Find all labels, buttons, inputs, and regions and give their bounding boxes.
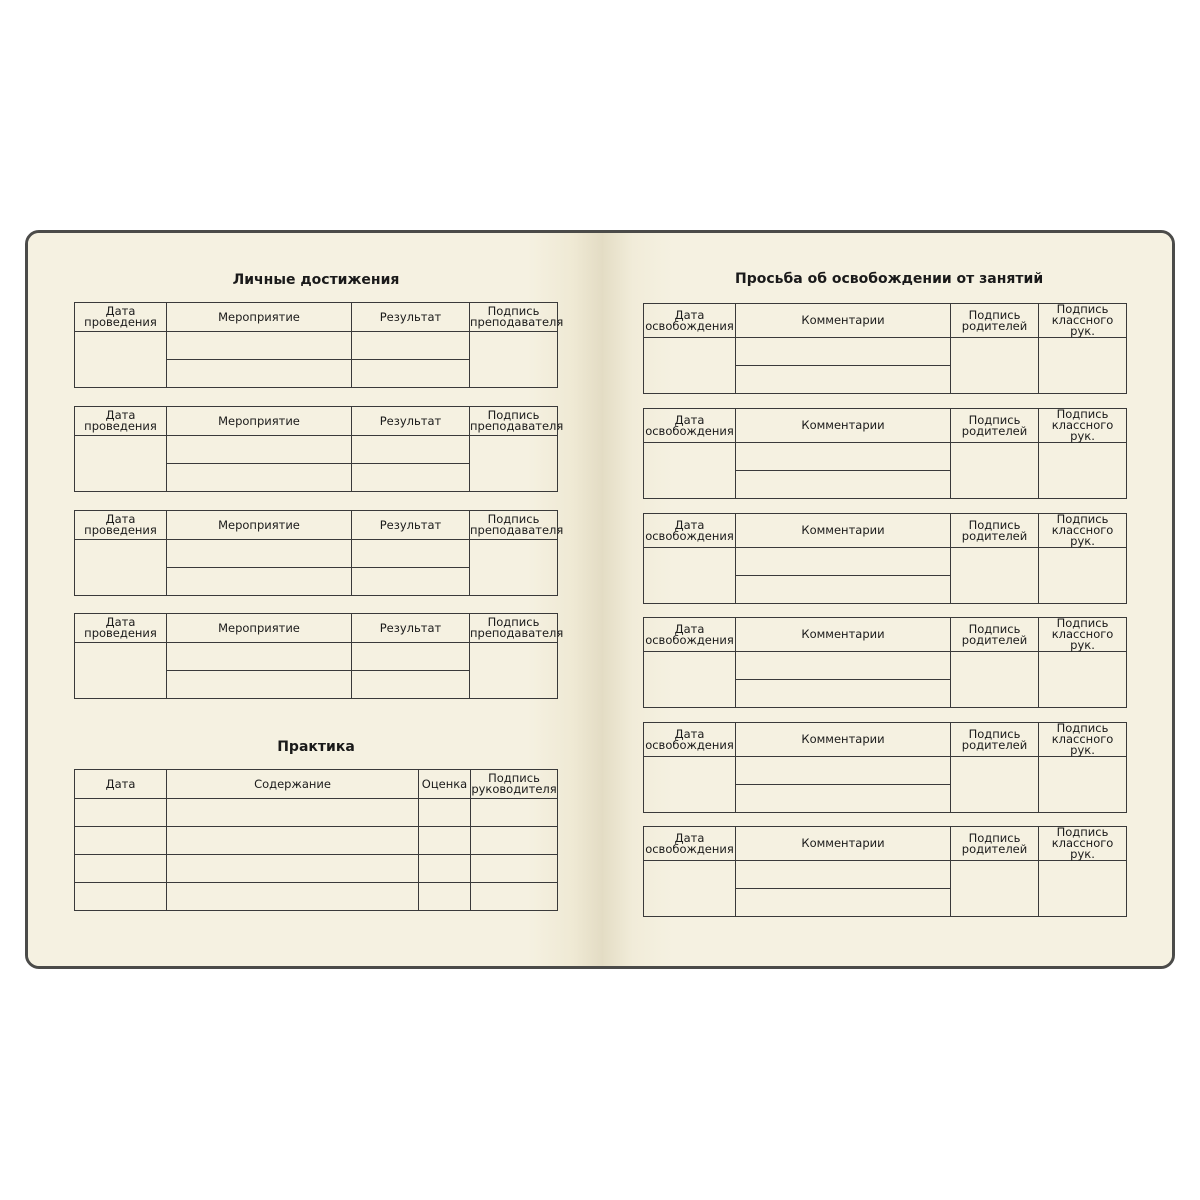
date-header-line: проведения <box>84 626 157 640</box>
achievement-row <box>75 332 558 360</box>
comments-cell[interactable] <box>736 366 951 394</box>
event-cell[interactable] <box>167 436 352 464</box>
date-header-line: Дата <box>105 615 136 629</box>
comments-cell[interactable] <box>736 338 951 366</box>
parents-signature-header <box>951 409 1039 443</box>
signature-cell[interactable] <box>471 855 558 883</box>
class-teacher-signature-header-line: классного рук. <box>1051 313 1114 338</box>
comments-header-line: Комментарии <box>801 627 885 641</box>
supervisor-signature-header-line: Подпись <box>488 771 540 785</box>
date-header <box>75 614 167 643</box>
class-teacher-signature-header-line: классного рук. <box>1051 627 1114 652</box>
date-header-line: освобождения <box>645 737 734 752</box>
class-teacher-signature-header <box>1039 827 1127 861</box>
date-header-line: Дата <box>674 621 705 636</box>
result-header-line: Результат <box>379 413 442 428</box>
date-cell[interactable] <box>75 827 167 855</box>
date-header <box>75 511 167 540</box>
date-header <box>644 618 736 652</box>
date-header-line: проведения <box>84 419 157 433</box>
date-header <box>75 303 167 332</box>
exemption-row <box>644 861 1127 889</box>
teacher-signature-header-line: Подпись <box>487 512 540 526</box>
date-cell[interactable] <box>75 436 167 492</box>
result-header-line: Результат <box>379 620 442 635</box>
signature-cell[interactable] <box>470 643 558 699</box>
result-header-line: Результат <box>379 517 442 532</box>
practice-row <box>75 855 558 883</box>
date-header-line: Дата <box>674 830 705 845</box>
achievement-table <box>74 406 564 492</box>
parents-signature-cell[interactable] <box>951 338 1039 394</box>
comments-cell[interactable] <box>736 548 951 576</box>
event-cell[interactable] <box>167 643 352 671</box>
parents-signature-header-line: родителей <box>961 318 1028 333</box>
comments-cell[interactable] <box>736 680 951 708</box>
signature-cell[interactable] <box>470 540 558 596</box>
content-header-line: Содержание <box>254 776 331 791</box>
event-cell[interactable] <box>167 671 352 699</box>
teacher-signature-header <box>470 511 564 540</box>
class-teacher-signature-header-line: классного рук. <box>1051 732 1114 757</box>
event-header <box>167 614 352 643</box>
teacher-signature-cell[interactable] <box>1039 861 1127 917</box>
comments-header-line: Комментарии <box>801 313 885 327</box>
exemption-header-row <box>644 304 1127 338</box>
result-header <box>352 407 470 436</box>
content-cell[interactable] <box>167 799 419 827</box>
comments-header <box>736 514 951 548</box>
date-header-line: освобождения <box>645 841 734 856</box>
comments-header-line: Комментарии <box>801 732 885 746</box>
content-cell[interactable] <box>167 883 419 911</box>
practice-header-row <box>75 770 558 799</box>
event-header <box>167 407 352 436</box>
class-teacher-signature-header-line: Подпись <box>1056 512 1109 526</box>
grade-header <box>419 770 471 799</box>
exemption-table <box>643 617 1127 708</box>
class-teacher-signature-header-line: Подпись <box>1056 721 1109 735</box>
content-cell[interactable] <box>167 827 419 855</box>
exemption-header-row <box>644 827 1127 861</box>
event-cell[interactable] <box>167 464 352 492</box>
date-header-line: проведения <box>84 523 157 537</box>
result-cell[interactable] <box>352 643 470 671</box>
date-header-line: Дата <box>105 304 136 318</box>
exemption-row <box>644 652 1127 680</box>
date-header-line: Дата <box>674 726 705 741</box>
class-teacher-signature-header <box>1039 514 1127 548</box>
teacher-signature-cell[interactable] <box>1039 443 1127 499</box>
date-cell[interactable] <box>644 652 736 708</box>
class-teacher-signature-header <box>1039 304 1127 338</box>
parents-signature-header <box>951 514 1039 548</box>
teacher-signature-cell[interactable] <box>1039 652 1127 708</box>
class-teacher-signature-header <box>1039 618 1127 652</box>
comments-cell[interactable] <box>736 471 951 499</box>
grade-header-line: Оценка <box>421 776 468 791</box>
date-header <box>644 723 736 757</box>
exemption-header-row <box>644 409 1127 443</box>
date-cell[interactable] <box>644 338 736 394</box>
comments-cell[interactable] <box>736 861 951 889</box>
event-cell[interactable] <box>167 360 352 388</box>
practice-row <box>75 883 558 911</box>
result-cell[interactable] <box>352 332 470 360</box>
date-header-line: освобождения <box>645 318 734 333</box>
practice-title: Практика <box>277 739 355 755</box>
event-header-line: Мероприятие <box>218 620 300 635</box>
exemption-row <box>644 757 1127 785</box>
class-teacher-signature-header-line: Подпись <box>1056 407 1109 421</box>
parents-signature-header-line: родителей <box>961 737 1028 752</box>
event-header-line: Мероприятие <box>218 517 300 532</box>
signature-cell[interactable] <box>471 799 558 827</box>
exemption-header-row <box>644 514 1127 548</box>
parents-signature-header-line: родителей <box>961 423 1028 438</box>
date-header-line: Дата <box>674 517 705 532</box>
comments-cell[interactable] <box>736 757 951 785</box>
exemption-table <box>643 722 1127 813</box>
parents-signature-header-line: Подпись <box>968 726 1021 741</box>
comments-header-line: Комментарии <box>801 418 885 432</box>
parents-signature-header-line: Подпись <box>968 830 1021 845</box>
teacher-signature-header <box>470 407 564 436</box>
parents-signature-cell[interactable] <box>951 443 1039 499</box>
result-cell[interactable] <box>352 436 470 464</box>
parents-signature-cell[interactable] <box>951 652 1039 708</box>
parents-signature-header <box>951 304 1039 338</box>
result-header <box>352 511 470 540</box>
signature-cell[interactable] <box>470 332 558 388</box>
teacher-signature-header-line: Подпись <box>487 615 540 629</box>
date-header-line: освобождения <box>645 528 734 543</box>
class-teacher-signature-header <box>1039 723 1127 757</box>
result-cell[interactable] <box>352 464 470 492</box>
parents-signature-cell[interactable] <box>951 757 1039 813</box>
parents-signature-header-line: Подпись <box>968 517 1021 532</box>
date-cell[interactable] <box>75 799 167 827</box>
exemption-table <box>643 303 1127 394</box>
exemption-table <box>643 826 1127 917</box>
date-header <box>75 407 167 436</box>
class-teacher-signature-header-line: классного рук. <box>1051 418 1114 443</box>
date-header-line: проведения <box>84 315 157 329</box>
parents-signature-cell[interactable] <box>951 861 1039 917</box>
content-cell[interactable] <box>167 855 419 883</box>
event-header-line: Мероприятие <box>218 309 300 324</box>
date-cell[interactable] <box>75 540 167 596</box>
exemption-header-row <box>644 618 1127 652</box>
class-teacher-signature-header-line: Подпись <box>1056 825 1109 839</box>
date-header-line: Дата <box>105 408 136 422</box>
practice-table <box>74 769 558 911</box>
class-teacher-signature-header <box>1039 409 1127 443</box>
exemption-row <box>644 548 1127 576</box>
parents-signature-header-line: родителей <box>961 841 1028 856</box>
date-header <box>644 827 736 861</box>
teacher-signature-header <box>470 614 564 643</box>
date-cell[interactable] <box>644 443 736 499</box>
class-teacher-signature-header-line: Подпись <box>1056 616 1109 630</box>
date-header-line: Дата <box>105 776 136 791</box>
comments-header <box>736 304 951 338</box>
date-cell[interactable] <box>644 861 736 917</box>
date-header-line: освобождения <box>645 632 734 647</box>
class-teacher-signature-header-line: классного рук. <box>1051 523 1114 548</box>
parents-signature-header <box>951 618 1039 652</box>
grade-cell[interactable] <box>419 827 471 855</box>
achievement-row <box>75 540 558 568</box>
event-header <box>167 303 352 332</box>
practice-row <box>75 827 558 855</box>
date-header <box>644 304 736 338</box>
event-cell[interactable] <box>167 332 352 360</box>
result-header-line: Результат <box>379 309 442 324</box>
achievement-header-row <box>75 511 558 540</box>
comments-cell[interactable] <box>736 576 951 604</box>
parents-signature-header-line: Подпись <box>968 621 1021 636</box>
signature-cell[interactable] <box>471 883 558 911</box>
teacher-signature-header-line: преподавателя <box>470 419 564 433</box>
teacher-signature-header-line: Подпись <box>487 408 540 422</box>
class-teacher-signature-header-line: Подпись <box>1056 302 1109 316</box>
signature-cell[interactable] <box>470 436 558 492</box>
achievement-header-row <box>75 614 558 643</box>
exemption-row <box>644 338 1127 366</box>
supervisor-signature-header-line: руководителя <box>471 782 557 796</box>
teacher-signature-header <box>470 303 564 332</box>
date-header-line: Дата <box>105 512 136 526</box>
comments-header <box>736 409 951 443</box>
teacher-signature-cell[interactable] <box>1039 338 1127 394</box>
result-cell[interactable] <box>352 671 470 699</box>
result-cell[interactable] <box>352 360 470 388</box>
grade-cell[interactable] <box>419 855 471 883</box>
comments-cell[interactable] <box>736 443 951 471</box>
result-header <box>352 303 470 332</box>
date-cell[interactable] <box>75 332 167 388</box>
parents-signature-header <box>951 827 1039 861</box>
content-header <box>167 770 419 799</box>
achievement-table <box>74 302 564 388</box>
comments-header <box>736 827 951 861</box>
teacher-signature-cell[interactable] <box>1039 548 1127 604</box>
exemption-table <box>643 513 1127 604</box>
result-cell[interactable] <box>352 540 470 568</box>
result-header <box>352 614 470 643</box>
date-cell[interactable] <box>644 757 736 813</box>
parents-signature-header-line: родителей <box>961 632 1028 647</box>
supervisor-signature-header <box>471 770 558 799</box>
achievement-row <box>75 643 558 671</box>
class-teacher-signature-header-line: классного рук. <box>1051 836 1114 861</box>
achievement-row <box>75 436 558 464</box>
event-header-line: Мероприятие <box>218 413 300 428</box>
comments-cell[interactable] <box>736 652 951 680</box>
parents-signature-header-line: Подпись <box>968 307 1021 322</box>
date-header-line: Дата <box>674 307 705 322</box>
teacher-signature-header-line: преподавателя <box>470 315 564 329</box>
date-cell[interactable] <box>644 548 736 604</box>
practice-row <box>75 799 558 827</box>
event-cell[interactable] <box>167 568 352 596</box>
date-header <box>75 770 167 799</box>
event-cell[interactable] <box>167 540 352 568</box>
achievement-header-row <box>75 303 558 332</box>
date-header <box>644 409 736 443</box>
exemption-title: Просьба об освобождении от занятий <box>735 271 1044 287</box>
exemption-table <box>643 408 1127 499</box>
parents-signature-header <box>951 723 1039 757</box>
exemption-header-row <box>644 723 1127 757</box>
comments-header <box>736 723 951 757</box>
teacher-signature-header-line: преподавателя <box>470 626 564 640</box>
achievement-table <box>74 613 564 699</box>
grade-cell[interactable] <box>419 883 471 911</box>
achievement-table <box>74 510 564 596</box>
comments-cell[interactable] <box>736 889 951 917</box>
teacher-signature-header-line: преподавателя <box>470 523 564 537</box>
exemption-row <box>644 443 1127 471</box>
date-cell[interactable] <box>75 883 167 911</box>
comments-cell[interactable] <box>736 785 951 813</box>
date-header-line: освобождения <box>645 423 734 438</box>
grade-cell[interactable] <box>419 799 471 827</box>
achievement-header-row <box>75 407 558 436</box>
comments-header-line: Комментарии <box>801 836 885 850</box>
date-header-line: Дата <box>674 412 705 427</box>
teacher-signature-cell[interactable] <box>1039 757 1127 813</box>
signature-cell[interactable] <box>471 827 558 855</box>
parents-signature-cell[interactable] <box>951 548 1039 604</box>
date-cell[interactable] <box>75 643 167 699</box>
event-header <box>167 511 352 540</box>
achievements-title: Личные достижения <box>232 272 400 288</box>
comments-header-line: Комментарии <box>801 523 885 537</box>
result-cell[interactable] <box>352 568 470 596</box>
date-header <box>644 514 736 548</box>
date-cell[interactable] <box>75 855 167 883</box>
teacher-signature-header-line: Подпись <box>487 304 540 318</box>
parents-signature-header-line: родителей <box>961 528 1028 543</box>
parents-signature-header-line: Подпись <box>968 412 1021 427</box>
comments-header <box>736 618 951 652</box>
